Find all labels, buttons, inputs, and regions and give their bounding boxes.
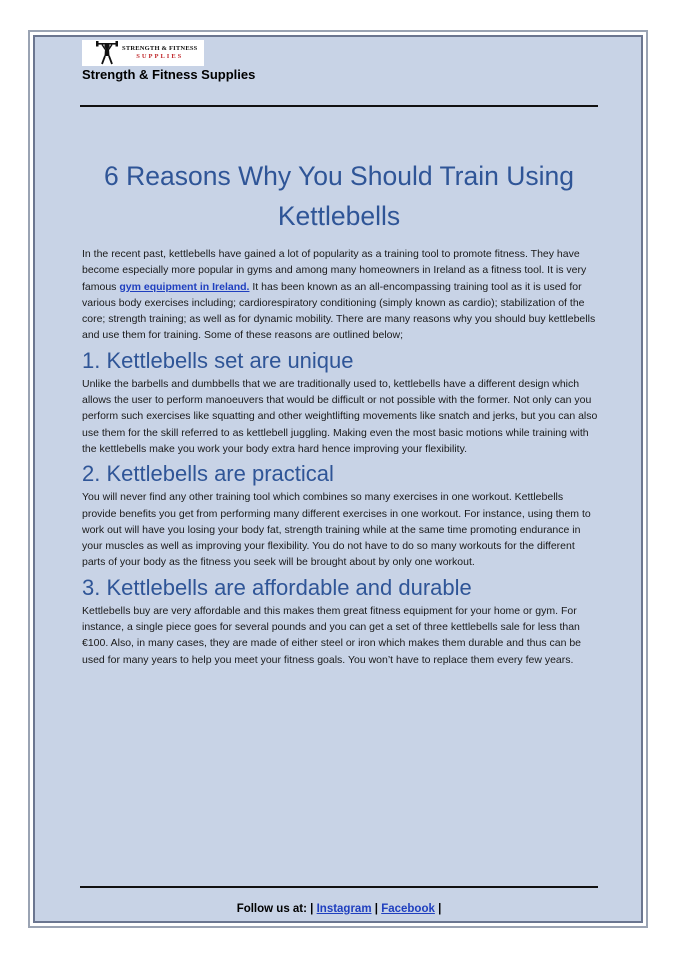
section-heading-2: 2. Kettlebells are practical (82, 461, 334, 487)
article-title: 6 Reasons Why You Should Train Using Kettlebells (104, 160, 574, 231)
article-body (82, 246, 598, 668)
separator: | (310, 903, 314, 915)
intro-text-start: In the recent past, kettlebells have gained a lot of popularity as a training tool to promote fitness. They have become especially more popular in gyms and among many homeowners in Ireland as a fitness tool. It is very famous (82, 248, 587, 293)
brand-logo (82, 40, 204, 66)
header-divider (80, 105, 598, 107)
footer-divider (80, 886, 598, 888)
intro-paragraph (82, 246, 598, 344)
separator: | (374, 903, 378, 915)
logo-text-bottom: SUPPLIES (136, 53, 184, 60)
instagram-link[interactable]: Instagram (316, 903, 372, 915)
section-body-1: Unlike the barbells and dumbbells that we are traditionally used to, kettlebells have a different design which allows the user to perform manoeuvers that would be difficult or not possible with the former. Not only can you perform such exercises like squatting and other weightlifting movements like snatch and jerks, but you can also use them for the skill referred to as kettlebell juggling. Making even the most basic motions while training with the kettlebells make you work your body extra hard hence improving your flexibility. (82, 377, 598, 455)
logo-text-top: STRENGTH & FITNESS (122, 44, 198, 52)
section-body-2: You will never find any other training tool which combines so many exercises in one workout. Kettlebells provide benefits you get from performing many different exercises in one workout. For instance, using them to work out will have you losing your body fat, strength training while at the same time promoting endurance in your muscles as well as improving your flexibility. You do not have to do so many workouts for the different parts of your body as the fitness you seek will be brought about by only one workout. (82, 491, 591, 569)
separator: | (438, 903, 442, 915)
follow-label: Follow us at: (236, 903, 307, 915)
footer-social (80, 903, 598, 915)
weightlifter-icon (96, 41, 118, 65)
facebook-link[interactable]: Facebook (381, 903, 435, 915)
section-heading-3: 3. Kettlebells are affordable and durable (82, 574, 472, 600)
intro-text-end: It has been known as an all-encompassing training tool as it is used for various body exercises including; cardiorespiratory conditioning (simply known as cardio); stabilization of the core; strength training; as well as for dynamic mobility. There are many reasons why you should buy kettlebells and use them for training. Some of these reasons are outlined below; (82, 280, 596, 342)
section-body-3: Kettlebells buy are very affordable and this makes them great fitness equipment for your home or gym. For instance, a single piece goes for several pounds and you can get a set of three kettlebells sale for less than €100. Also, in many cases, they are made of either steel or iron which makes them durable and thus can be used for many years to help you meet your fitness goals. You won’t have to replace them every few years. (82, 604, 582, 666)
section-heading-1: 1. Kettlebells set are unique (82, 347, 354, 373)
brand-name: Strength & Fitness Supplies (82, 67, 256, 82)
gym-equipment-link[interactable]: gym equipment in Ireland. (119, 280, 250, 293)
